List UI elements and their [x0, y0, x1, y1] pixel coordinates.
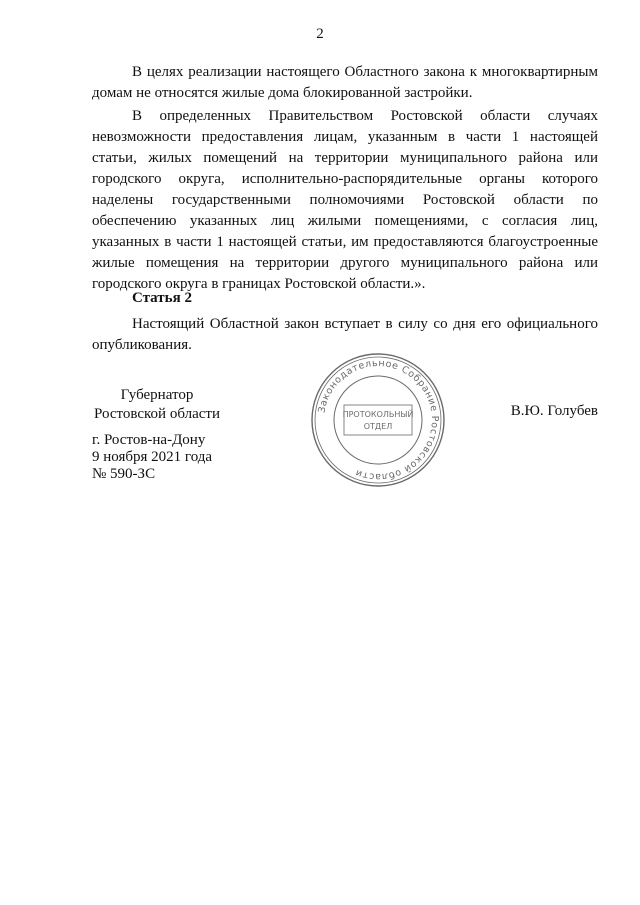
- place-and-date: [92, 432, 212, 483]
- signatory-title: [92, 386, 222, 424]
- official-stamp: [308, 350, 448, 490]
- signatory-title-line-2: Ростовской области: [94, 406, 220, 422]
- date: 9 ноября 2021 года: [92, 449, 213, 465]
- paragraph-2: В определенных Правительством Ростовской области случаях невозможности предоставления лицам, указанным в части 1 настоящей статьи, жилых помещений на территории муниципального района или городского округа, исполнительно-распорядительные органы которого наделены государственными полномочиями Ростовской области по обеспечению указанных лиц жилыми помещениями, с согласия лиц, указанных в части 1 настоящей статьи, им предоставляются благоустроенные жилые помещения на территории другого муниципального района или городского округа в границах Ростовской области.».: [92, 108, 598, 292]
- stamp-outer-text: Законодательное Собрание Ростовской области: [316, 357, 441, 483]
- page-number: 2: [316, 26, 324, 42]
- paragraph-3: Настоящий Областной закон вступает в силу со дня его официального опубликования.: [92, 316, 598, 353]
- stamp-inner-line-2: ОТДЕЛ: [363, 422, 393, 431]
- paragraph-1: В целях реализации настоящего Областного закона к многоквартирным домам не относятся жилые дома блокированной застройки.: [92, 64, 598, 101]
- law-number: № 590-ЗС: [92, 466, 156, 482]
- article-heading: Статья 2: [132, 290, 192, 306]
- city: г. Ростов-на-Дону: [92, 432, 206, 448]
- signatory-name: В.Ю. Голубев: [510, 403, 598, 419]
- stamp-graphic: [308, 350, 448, 490]
- signatory-title-line-1: Губернатор: [120, 387, 194, 403]
- stamp-inner-line-1: ПРОТОКОЛЬНЫЙ: [342, 410, 414, 419]
